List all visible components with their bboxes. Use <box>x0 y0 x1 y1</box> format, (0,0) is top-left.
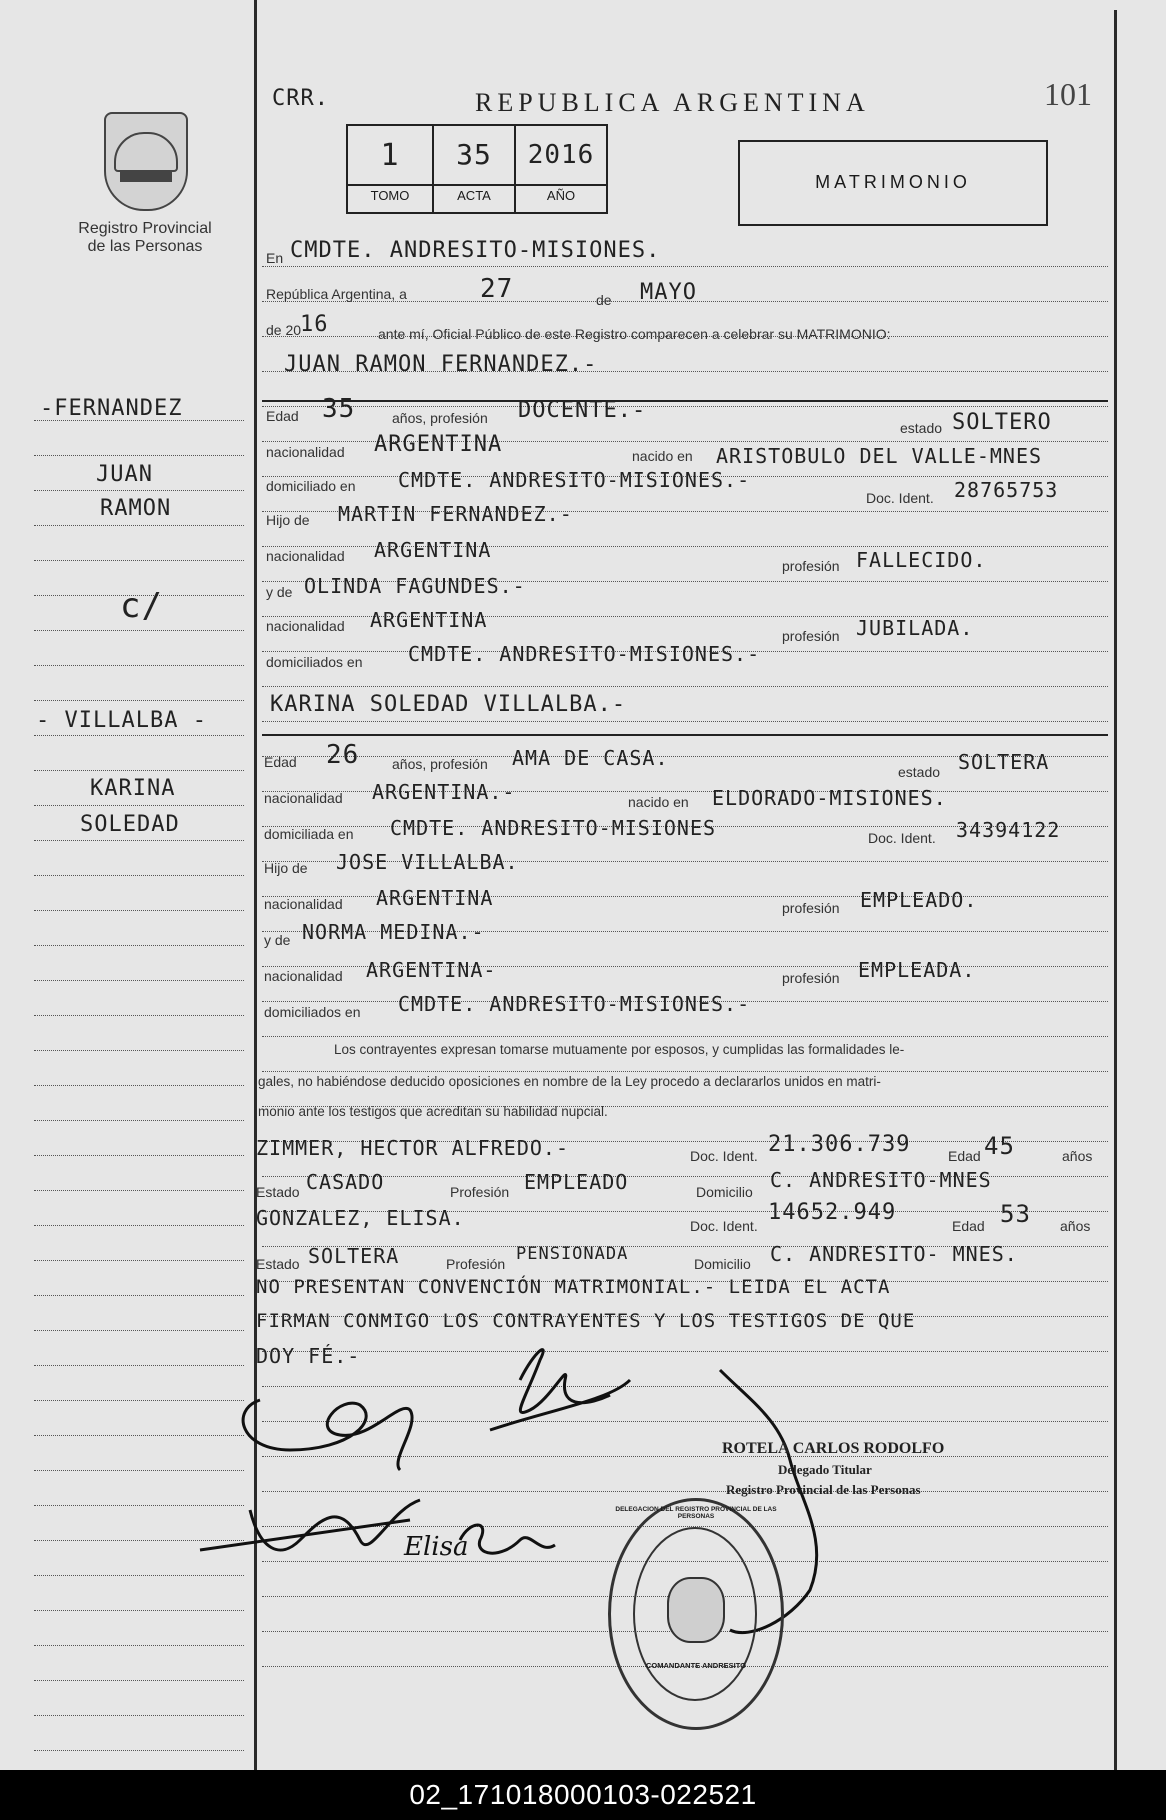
groom-padre-nac: ARGENTINA <box>374 538 492 562</box>
signature-groom <box>243 1400 412 1470</box>
witness1-name: ZIMMER, HECTOR ALFREDO.- <box>256 1136 569 1160</box>
tomo-value: 1 <box>380 138 400 173</box>
witness2-edad-label: Edad <box>952 1218 985 1234</box>
matrimonio-label: MATRIMONIO <box>815 172 971 192</box>
margin-conjunction: c/ <box>120 586 163 626</box>
margin-rule <box>34 1750 244 1751</box>
margin-rule <box>34 630 244 631</box>
witness2-anos-label: años <box>1060 1218 1091 1234</box>
bride-madre-nac: ARGENTINA- <box>366 958 497 982</box>
bride-hijo-label: Hijo de <box>264 860 308 876</box>
record-box <box>346 124 608 214</box>
en-label: En <box>266 250 284 266</box>
body-rule <box>262 1036 1108 1037</box>
witness2-profesion: PENSIONADA <box>516 1244 629 1264</box>
margin-rule <box>34 980 244 981</box>
bride-madre-prof-label: profesión <box>782 970 840 986</box>
ceremony-month: MAYO <box>640 280 697 305</box>
groom-nacionalidad: ARGENTINA <box>374 432 503 457</box>
groom-madre-prof: JUBILADA. <box>856 616 974 640</box>
margin-rule <box>34 455 244 456</box>
margin-rule <box>34 910 244 911</box>
closing-line-3: DOY FÉ.- <box>256 1344 361 1368</box>
bride-nacido: ELDORADO-MISIONES. <box>712 786 947 810</box>
registry-line-2: de las Personas <box>87 238 203 255</box>
groom-madre-prof-label: profesión <box>782 628 840 644</box>
groom-edad-label: Edad <box>266 408 299 424</box>
official-title: Delegado Titular <box>778 1462 872 1477</box>
groom-madre: OLINDA FAGUNDES.- <box>304 574 526 598</box>
margin-rule <box>34 1295 244 1296</box>
witness2-dom-label: Domicilio <box>694 1256 751 1272</box>
signature-bride <box>490 1350 630 1430</box>
bride-padre-prof-label: profesión <box>782 900 840 916</box>
witness2-doc-label: Doc. Ident. <box>690 1218 758 1234</box>
margin-rule <box>34 875 244 876</box>
groom-hijo-label: Hijo de <box>266 512 310 528</box>
ceremony-day: 27 <box>480 274 514 304</box>
body-rule <box>262 686 1108 687</box>
acta-value: 35 <box>456 138 492 171</box>
bride-madre: NORMA MEDINA.- <box>302 920 485 944</box>
bride-profesion-label: años, profesión <box>392 756 488 772</box>
bride-padre: JOSE VILLALBA. <box>336 850 519 874</box>
groom-madre-nac-label: nacionalidad <box>266 618 345 634</box>
stamp-inner-text: COMANDANTE ANDRESITO <box>645 1661 746 1670</box>
closing-line-2: FIRMAN CONMIGO LOS CONTRAYENTES Y LOS TESTIGOS DE QUE <box>256 1310 916 1332</box>
declaration-line-1: Los contrayentes expresan tomarse mutuamente por esposos, y cumplidas las formalidades le- <box>334 1042 905 1057</box>
groom-doc-label: Doc. Ident. <box>866 490 934 506</box>
margin-rule <box>34 770 244 771</box>
official-stamp <box>608 1498 784 1730</box>
groom-estado-label: estado <box>900 420 943 436</box>
margin-rule <box>34 1050 244 1051</box>
witness1-dom-label: Domicilio <box>696 1184 753 1200</box>
margin-name-1a: JUAN <box>96 462 153 487</box>
bride-padre-prof: EMPLEADO. <box>860 888 978 912</box>
witness1-domicilio: C. ANDRESITO-MNES <box>770 1168 992 1192</box>
bride-madre-prof: EMPLEADA. <box>858 958 976 982</box>
witness1-anos-label: años <box>1062 1148 1093 1164</box>
witness2-domicilio: C. ANDRESITO- MNES. <box>770 1242 1018 1266</box>
closing-line-1: NO PRESENTAN CONVENCIÓN MATRIMONIAL.- LEIDA EL ACTA <box>256 1276 891 1298</box>
page-number: 101 <box>1044 76 1092 112</box>
province-logo <box>104 112 188 211</box>
bride-doc: 34394122 <box>956 818 1061 842</box>
groom-padre-nac-label: nacionalidad <box>266 548 345 564</box>
margin-rule <box>34 1190 244 1191</box>
de-label: de <box>596 292 612 308</box>
tomo-label: TOMO <box>370 188 410 203</box>
bride-padres-dom-label: domiciliados en <box>264 1004 361 1020</box>
witness1-prof-label: Profesión <box>450 1184 510 1200</box>
bride-estado: SOLTERA <box>958 750 1050 774</box>
registry-line-1: Registro Provincial <box>78 220 212 237</box>
margin-rule <box>34 665 244 666</box>
groom-padres-dom-label: domiciliados en <box>266 654 363 670</box>
groom-yde-label: y de <box>266 584 293 600</box>
footer-id: 02_171018000103-022521 <box>0 1770 1166 1820</box>
margin-name-2b: SOLEDAD <box>80 812 180 837</box>
witness2-estado: SOLTERA <box>308 1244 400 1268</box>
margin-surname-1: -FERNANDEZ <box>40 396 183 421</box>
margin-rule <box>34 1085 244 1086</box>
groom-edad: 35 <box>322 394 356 424</box>
body-rule <box>262 406 1108 407</box>
margin-rule <box>34 560 244 561</box>
year-suffix: 16 <box>300 312 329 337</box>
margin-rule <box>34 1225 244 1226</box>
margin-rule <box>34 805 244 806</box>
groom-name: JUAN RAMON FERNANDEZ.- <box>284 352 598 377</box>
bride-padre-nac: ARGENTINA <box>376 886 494 910</box>
margin-name-1b: RAMON <box>100 496 172 521</box>
logo-arch <box>114 132 178 172</box>
bride-nac-label: nacionalidad <box>264 790 343 806</box>
witness1-doc: 21.306.739 <box>768 1132 911 1157</box>
bride-domicilio: CMDTE. ANDRESITO-MISIONES <box>390 816 717 840</box>
bride-yde-label: y de <box>264 932 291 948</box>
witness2-prof-label: Profesión <box>446 1256 506 1272</box>
bride-padres-dom: CMDTE. ANDRESITO-MISIONES.- <box>398 992 751 1016</box>
bride-nacionalidad: ARGENTINA.- <box>372 780 516 804</box>
groom-nacido: ARISTOBULO DEL VALLE-MNES <box>716 444 1043 468</box>
year-prefix: de 20 <box>266 322 302 338</box>
bride-profesion: AMA DE CASA. <box>512 746 669 770</box>
witness2-estado-label: Estado <box>256 1256 300 1272</box>
anio-label: AÑO <box>546 188 576 203</box>
logo-band <box>120 172 172 182</box>
signature-witness2 <box>460 1525 555 1553</box>
margin-rule <box>34 700 244 701</box>
acta-label: ACTA <box>457 188 491 203</box>
groom-nac-label: nacionalidad <box>266 444 345 460</box>
body-rule <box>262 266 1108 267</box>
witness1-estado: CASADO <box>306 1170 385 1194</box>
signature-witness1 <box>200 1500 420 1550</box>
margin-rule <box>34 840 244 841</box>
margin-rule <box>34 1260 244 1261</box>
declaration-line-2: gales, no habiéndose deducido oposiciones en nombre de la Ley procedo a declararlos unidos en matri- <box>258 1074 881 1089</box>
margin-rule <box>34 945 244 946</box>
matrimonio-box <box>738 140 1048 226</box>
anio-value: 2016 <box>527 140 595 170</box>
republic-title: REPUBLICA ARGENTINA <box>475 88 870 117</box>
groom-padres-dom: CMDTE. ANDRESITO-MISIONES.- <box>408 642 761 666</box>
stamp-ring-text: DELEGACION DEL REGISTRO PROVINCIAL DE LAS PERSONAS <box>615 1506 777 1520</box>
body-rule <box>262 721 1108 722</box>
registry-label <box>60 220 230 256</box>
official-office: Registro Provincial de las Personas <box>726 1482 921 1497</box>
bride-dom-label: domiciliada en <box>264 826 354 842</box>
witness1-profesion: EMPLEADO <box>524 1170 629 1194</box>
bride-name: KARINA SOLEDAD VILLALBA.- <box>270 692 627 717</box>
bride-nacido-label: nacido en <box>628 794 689 810</box>
groom-domicilio: CMDTE. ANDRESITO-MISIONES.- <box>398 468 751 492</box>
bride-edad: 26 <box>326 740 360 770</box>
margin-rule <box>34 1330 244 1331</box>
document-code: CRR. <box>272 86 329 111</box>
bride-estado-label: estado <box>898 764 941 780</box>
body-rule <box>262 1071 1108 1072</box>
groom-dom-label: domiciliado en <box>266 478 356 494</box>
bride-doc-label: Doc. Ident. <box>868 830 936 846</box>
groom-padre-prof: FALLECIDO. <box>856 548 987 572</box>
witness1-edad: 45 <box>984 1132 1015 1160</box>
witness2-edad: 53 <box>1000 1200 1031 1228</box>
groom-estado: SOLTERO <box>952 410 1052 435</box>
groom-nacido-label: nacido en <box>632 448 693 464</box>
margin-rule <box>34 525 244 526</box>
margin-rule <box>34 1155 244 1156</box>
bride-edad-label: Edad <box>264 754 297 770</box>
margin-rule <box>34 1015 244 1016</box>
groom-profesion: DOCENTE.- <box>518 398 647 423</box>
stamp-emblem <box>667 1577 725 1643</box>
official-name: ROTELA CARLOS RODOLFO <box>722 1440 945 1457</box>
bride-padre-nac-label: nacionalidad <box>264 896 343 912</box>
witness1-doc-label: Doc. Ident. <box>690 1148 758 1164</box>
intro-text: ante mí, Oficial Público de este Registro comparecen a celebrar su MATRIMONIO: <box>378 326 891 342</box>
margin-rule <box>34 1120 244 1121</box>
section-divider-groom <box>262 400 1108 402</box>
groom-madre-nac: ARGENTINA <box>370 608 488 632</box>
signature-text-elisa: Elisa <box>404 1532 469 1562</box>
margin-surname-2: - VILLALBA - <box>36 708 207 733</box>
groom-padre: MARTIN FERNANDEZ.- <box>338 502 573 526</box>
ceremony-place: CMDTE. ANDRESITO-MISIONES. <box>290 238 661 263</box>
margin-rule <box>34 490 244 491</box>
witness1-estado-label: Estado <box>256 1184 300 1200</box>
section-divider-bride <box>262 734 1108 736</box>
groom-profesion-label: años, profesión <box>392 410 488 426</box>
witness1-edad-label: Edad <box>948 1148 981 1164</box>
witness2-name: GONZALEZ, ELISA. <box>256 1206 465 1230</box>
republica-label: República Argentina, a <box>266 286 407 302</box>
witness2-doc: 14652.949 <box>768 1200 897 1225</box>
margin-rule <box>34 735 244 736</box>
declaration-line-3: monio ante los testigos que acreditan su habilidad nupcial. <box>258 1104 608 1119</box>
margin-name-2a: KARINA <box>90 776 176 801</box>
groom-padre-prof-label: profesión <box>782 558 840 574</box>
groom-doc: 28765753 <box>954 478 1059 502</box>
bride-madre-nac-label: nacionalidad <box>264 968 343 984</box>
